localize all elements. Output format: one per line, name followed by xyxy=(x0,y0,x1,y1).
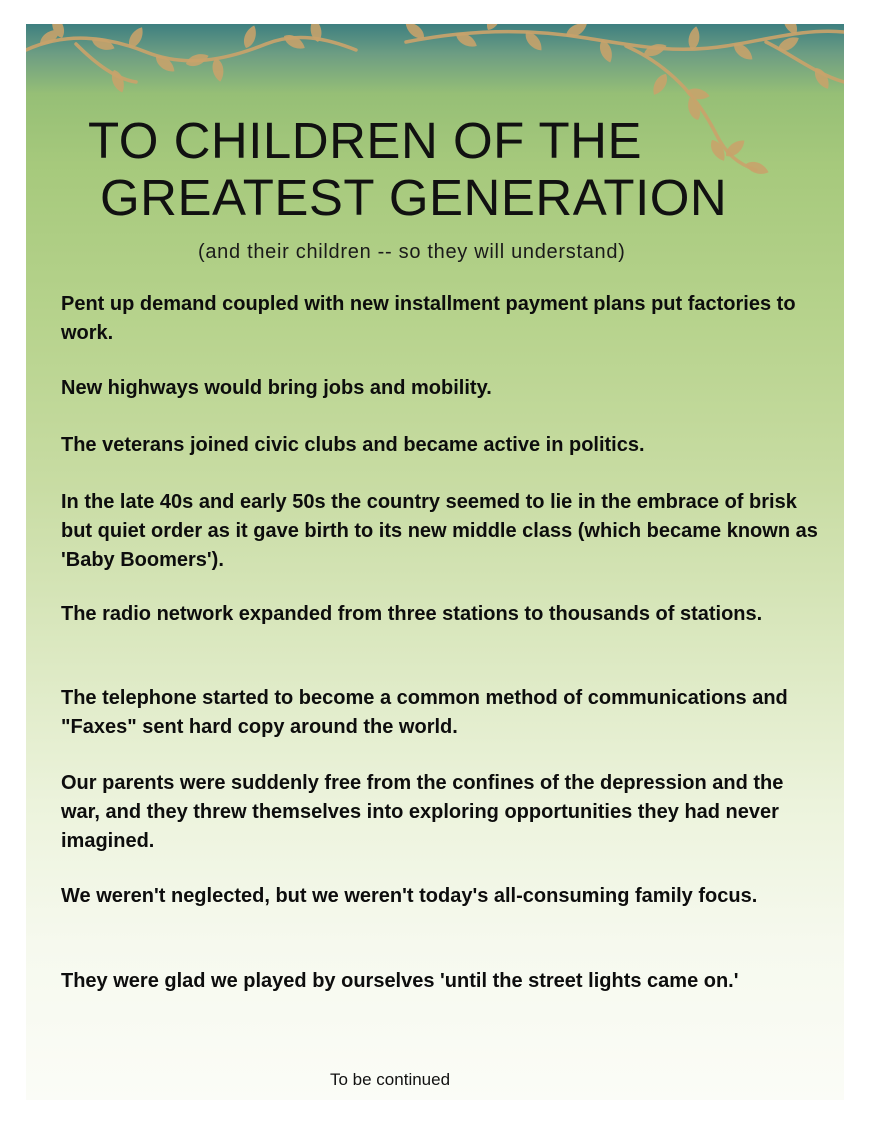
to-be-continued-note: To be continued xyxy=(330,1070,451,1089)
paragraph: The telephone started to become a common method of communications and "Faxes" sent hard copy around the world. xyxy=(61,687,788,738)
paragraph: They were glad we played by ourselves 'until the street lights came on.' xyxy=(61,970,739,992)
title-line-1: TO CHILDREN OF THE xyxy=(88,112,643,169)
paragraph: The veterans joined civic clubs and became active in politics. xyxy=(61,434,645,456)
page-title xyxy=(88,112,727,226)
subtitle: (and their children -- so they will understand) xyxy=(198,241,626,263)
paragraph: The radio network expanded from three stations to thousands of stations. xyxy=(61,603,763,625)
paragraph: Our parents were suddenly free from the confines of the depression and the war, and they threw themselves into exploring opportunities they had never imagined. xyxy=(61,772,784,852)
title-line-2: GREATEST GENERATION xyxy=(100,169,728,226)
paragraph: We weren't neglected, but we weren't today's all-consuming family focus. xyxy=(61,885,758,907)
paragraph: New highways would bring jobs and mobility. xyxy=(61,377,492,399)
document-page xyxy=(26,24,844,1100)
paragraph: Pent up demand coupled with new installment payment plans put factories to work. xyxy=(61,293,796,344)
paragraph: In the late 40s and early 50s the country seemed to lie in the embrace of brisk but quiet order as it gave birth to its new middle class (which became known as 'Baby Boomers'). xyxy=(61,491,818,571)
